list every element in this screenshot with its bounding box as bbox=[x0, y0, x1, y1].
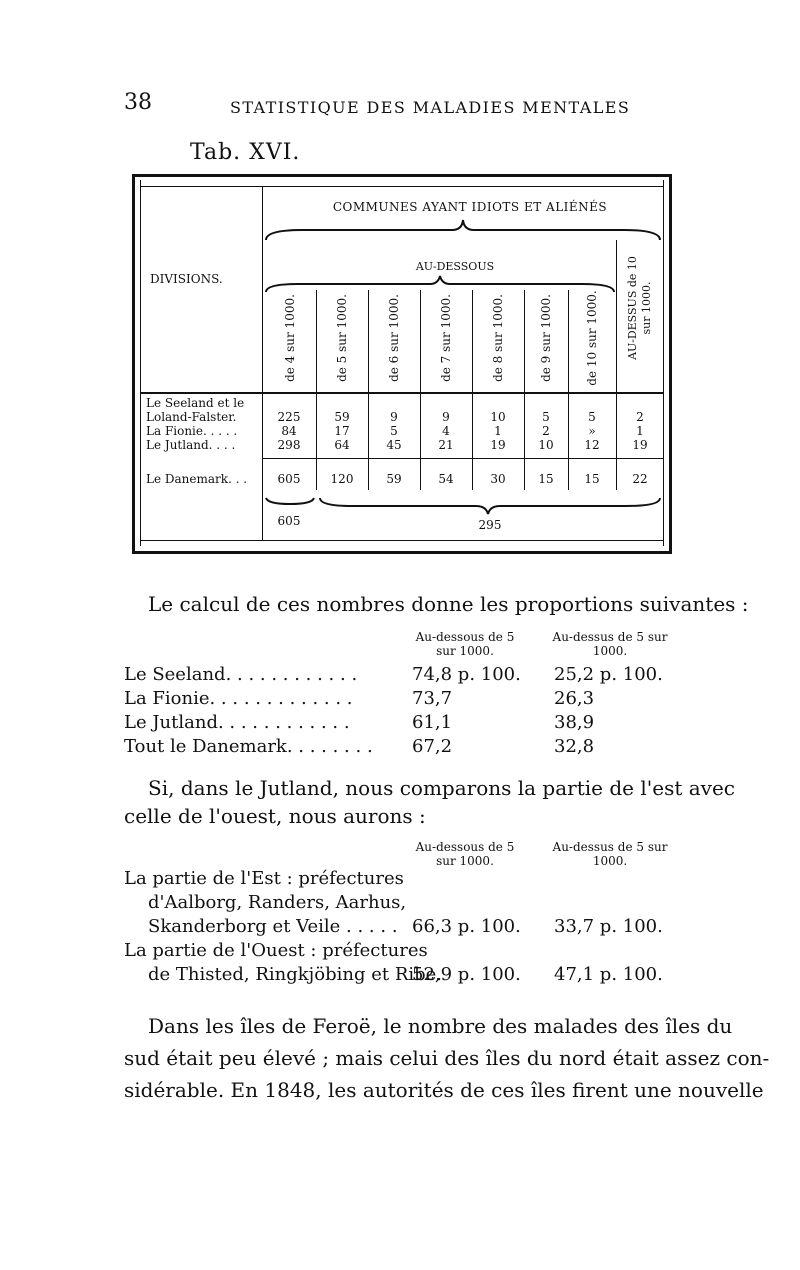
table-cell: 21 bbox=[438, 438, 454, 452]
table-cell: 1 bbox=[636, 424, 644, 438]
total-cell: 120 bbox=[330, 472, 354, 486]
table-title: Tab. XVI. bbox=[190, 140, 301, 165]
total-cell: 15 bbox=[584, 472, 600, 486]
bottom-total-right: 295 bbox=[478, 518, 502, 532]
props1-row-label: Le Seeland. . . . . . . . . . . . bbox=[124, 664, 358, 685]
table-top-header: COMMUNES AYANT IDIOTS ET ALIÉNÉS bbox=[332, 200, 608, 214]
total-cell: 22 bbox=[632, 472, 648, 486]
table-rule-top bbox=[140, 186, 664, 187]
col-rule bbox=[472, 290, 473, 490]
table-rule-bottom bbox=[140, 540, 664, 541]
table-cell: 225 bbox=[277, 410, 301, 424]
header-brace bbox=[262, 216, 664, 246]
row-label: Le Seeland et le Loland-Falster. bbox=[146, 396, 245, 424]
table-cell: 19 bbox=[490, 438, 506, 452]
table-cell: 5 bbox=[542, 410, 550, 424]
col-rule bbox=[368, 290, 369, 490]
total-cell: 30 bbox=[490, 472, 506, 486]
table-cell: 64 bbox=[334, 438, 350, 452]
props2-est-line-2: d'Aalborg, Randers, Aarhus, bbox=[148, 892, 407, 913]
props1-row-a: 67,2 bbox=[412, 736, 453, 757]
table-cell: 10 bbox=[538, 438, 554, 452]
props2-ouest-line-2: de Thisted, Ringkjöbing et Ribe. bbox=[148, 964, 443, 985]
col-rule bbox=[524, 290, 525, 490]
running-title: STATISTIQUE DES MALADIES MENTALES bbox=[230, 98, 631, 117]
au-dessous-brace bbox=[262, 274, 618, 296]
props1-row-a: 74,8 p. 100. bbox=[412, 664, 521, 685]
row-label: Le Jutland. . . . bbox=[146, 438, 236, 452]
total-cell: 605 bbox=[277, 472, 301, 486]
props2-est-line-1: La partie de l'Est : préfectures bbox=[124, 868, 404, 889]
col-rule bbox=[568, 290, 569, 490]
paragraph-2-line-1: Si, dans le Jutland, nous comparons la partie de l'est avec bbox=[148, 776, 735, 800]
props1-row-label: Le Jutland. . . . . . . . . . . . bbox=[124, 712, 350, 733]
table-cell: 5 bbox=[588, 410, 596, 424]
au-dessous-label: AU-DESSOUS bbox=[415, 260, 495, 273]
props1-row-a: 73,7 bbox=[412, 688, 453, 709]
col-rule bbox=[316, 290, 317, 490]
props1-row-label: Tout le Danemark. . . . . . . . bbox=[124, 736, 373, 757]
table-cell: 4 bbox=[442, 424, 450, 438]
props2-col-b-header: Au-dessus de 5 sur 1000. bbox=[552, 840, 668, 868]
props2-est-line-3: Skanderborg et Veile . . . . . bbox=[148, 916, 398, 937]
col-header: de 7 sur 1000. bbox=[439, 294, 453, 382]
table-cell: 84 bbox=[281, 424, 297, 438]
table-cell: » bbox=[588, 424, 596, 438]
table-cell: 9 bbox=[390, 410, 398, 424]
bottom-total-left: 605 bbox=[277, 514, 301, 528]
col-header: de 6 sur 1000. bbox=[387, 294, 401, 382]
table-cell: 298 bbox=[277, 438, 301, 452]
props1-row-b: 32,8 bbox=[554, 736, 595, 757]
props2-est-a: 66,3 p. 100. bbox=[412, 916, 521, 937]
props1-col-a-header: Au-dessous de 5 sur 1000. bbox=[415, 630, 515, 658]
paragraph-1: Le calcul de ces nombres donne les proportions suivantes : bbox=[148, 592, 749, 616]
table-cell: 19 bbox=[632, 438, 648, 452]
table-cell: 59 bbox=[334, 410, 350, 424]
props2-ouest-b: 47,1 p. 100. bbox=[554, 964, 663, 985]
col-header: de 9 sur 1000. bbox=[539, 294, 553, 382]
table-cell: 5 bbox=[390, 424, 398, 438]
table-rule-data bbox=[262, 458, 664, 459]
props1-row-label: La Fionie. . . . . . . . . . . . . bbox=[124, 688, 353, 709]
col-header: de 4 sur 1000. bbox=[283, 294, 297, 382]
total-cell: 15 bbox=[538, 472, 554, 486]
page-number: 38 bbox=[124, 90, 152, 115]
props1-row-b: 25,2 p. 100. bbox=[554, 664, 663, 685]
row-label: La Fionie. . . . . bbox=[146, 424, 238, 438]
col-header: de 10 sur 1000. bbox=[585, 290, 599, 386]
col-header: AU-DESSUS de 10 sur 1000. bbox=[626, 256, 653, 360]
col-header: de 8 sur 1000. bbox=[491, 294, 505, 382]
props1-row-b: 38,9 bbox=[554, 712, 595, 733]
props1-row-b: 26,3 bbox=[554, 688, 595, 709]
table-rule-header bbox=[140, 392, 664, 394]
paragraph-2-line-2: celle de l'ouest, nous aurons : bbox=[124, 804, 426, 828]
table-cell: 12 bbox=[584, 438, 600, 452]
table-cell: 45 bbox=[386, 438, 402, 452]
props1-col-b-header: Au-dessus de 5 sur 1000. bbox=[552, 630, 668, 658]
table-cell: 1 bbox=[494, 424, 502, 438]
props2-ouest-a: 52,9 p. 100. bbox=[412, 964, 521, 985]
bottom-brace-left bbox=[262, 494, 318, 510]
paragraph-3-line-2: sud était peu élevé ; mais celui des îles du nord était assez con- bbox=[124, 1046, 770, 1070]
paragraph-3-line-1: Dans les îles de Feroë, le nombre des malades des îles du bbox=[148, 1014, 733, 1038]
col-header: de 5 sur 1000. bbox=[335, 294, 349, 382]
table-cell: 2 bbox=[542, 424, 550, 438]
props2-est-b: 33,7 p. 100. bbox=[554, 916, 663, 937]
total-row-label: Le Danemark. . . bbox=[146, 472, 248, 486]
total-cell: 59 bbox=[386, 472, 402, 486]
table-cell: 10 bbox=[490, 410, 506, 424]
bottom-brace-right bbox=[316, 494, 664, 516]
divisions-label: DIVISIONS. bbox=[150, 272, 223, 286]
total-cell: 54 bbox=[438, 472, 454, 486]
props1-row-a: 61,1 bbox=[412, 712, 453, 733]
props2-ouest-line-1: La partie de l'Ouest : préfectures bbox=[124, 940, 428, 961]
col-rule bbox=[420, 290, 421, 490]
table-cell: 17 bbox=[334, 424, 350, 438]
paragraph-3-line-3: sidérable. En 1848, les autorités de ces îles firent une nouvelle bbox=[124, 1078, 764, 1102]
table-cell: 9 bbox=[442, 410, 450, 424]
table-cell: 2 bbox=[636, 410, 644, 424]
props2-col-a-header: Au-dessous de 5 sur 1000. bbox=[415, 840, 515, 868]
